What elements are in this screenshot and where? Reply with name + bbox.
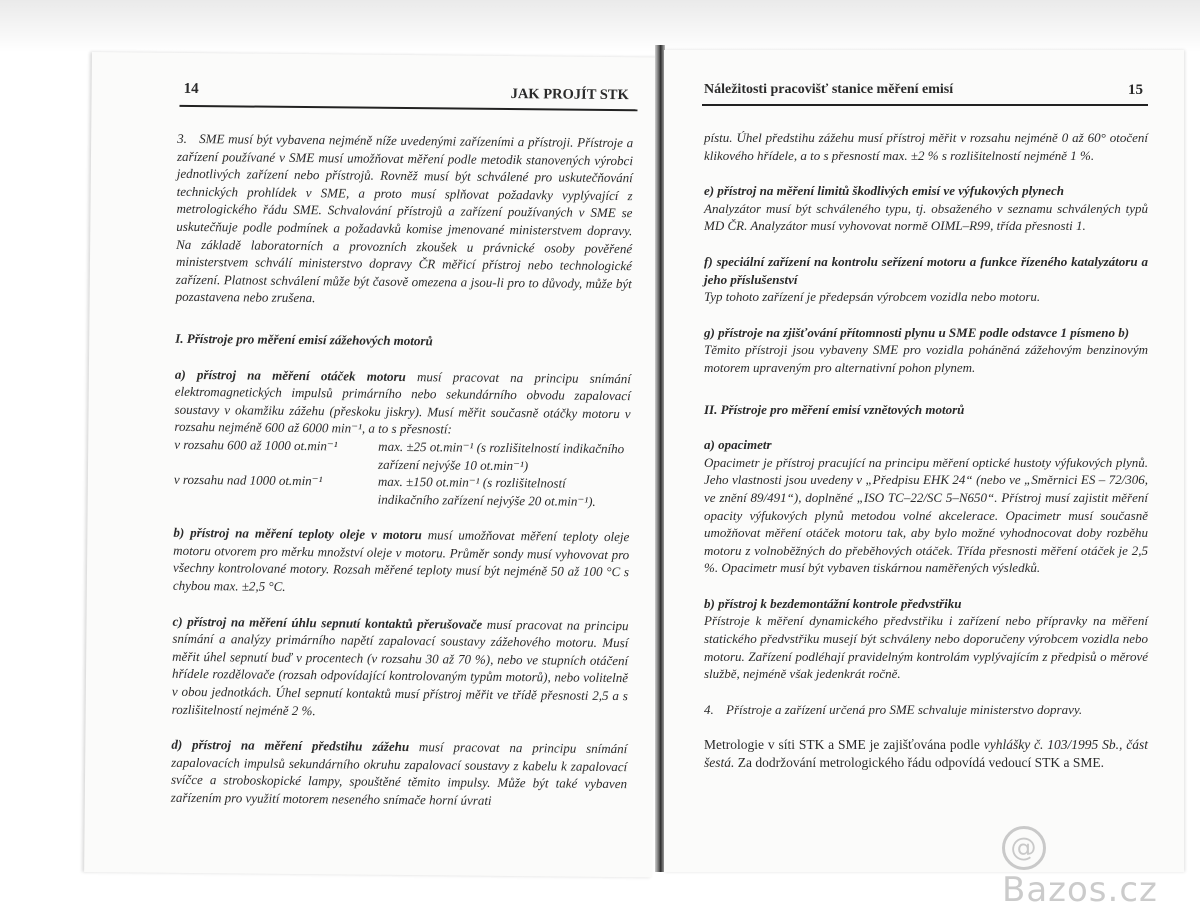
item-c-title: c) přístroj na měření úhlu sepnutí kontaktů přerušovače [172, 613, 483, 632]
item-a-row-1 [174, 436, 630, 476]
left-page-body [171, 130, 633, 811]
item-d-text: musí pracovat na principu snímání zapalovacích impulsů sekundárního okruhu zapalovací soustavy z kabelu k zapalovací svíčce a stroboskopické lampy, spouštěné těmito impulsy. Může být také vybaven zařízením pro využití motorem neseného snímače horní úvrati [170, 739, 628, 808]
item-d-continued: pístu. Úhel předstihu zážehu musí přístroj měřit v rozsahu nejméně 0 až 60° otočení klikového hřídele, a to s přesností max. ±2 % s rozlišitelností nejméně 1 %. [704, 130, 1148, 163]
item-ii-a-title: a) opacimetr [704, 437, 772, 453]
closing-text-end: Za dodržování metrologického řádu odpovídá vedoucí STK a SME. [734, 755, 1105, 771]
item-ii-b-title: b) přístroj k bezdemontážní kontrole předvstřiku [704, 595, 962, 611]
item-a-row-2-accuracy: max. ±150 ot.min⁻¹ (s rozlišitelností indikačního zařízení nejvýše 20 ot.min⁻¹). [377, 473, 596, 509]
item-a-row-2-range: v rozsahu nad 1000 ot.min⁻¹ [173, 471, 323, 489]
item-a-title: a) přístroj na měření otáček motoru [174, 366, 406, 384]
right-running-title: Náležitosti pracovišť stanice měření emisí [704, 82, 954, 97]
at-sign-icon: @ [1002, 826, 1046, 870]
section-2-title: II. Přístroje pro měření emisí vznětových motorů [704, 401, 965, 417]
item-e-title: e) přístroj na měření limitů škodlivých emisí ve výfukových plynech [704, 183, 1064, 199]
item-c [172, 612, 629, 722]
item-f-text: Typ tohoto zařízení je předepsán výrobcem vozidla nebo motoru. [704, 289, 1041, 305]
item-4-number: 4. [704, 701, 714, 717]
bazos-watermark [1002, 826, 1200, 910]
item-g-text: Těmito přístroji jsou vybaveny SME pro vozidla poháněná zážehovým benzinovým motorem upraveným pro alternativní pohon plynem. [704, 342, 1148, 375]
item-b [173, 524, 630, 599]
item-3-number: 3. [177, 130, 187, 146]
item-a-row-1-accuracy: max. ±25 ot.min⁻¹ (s rozlišitelností indikačního zařízení nejvýše 10 ot.min⁻¹) [377, 438, 625, 473]
section-1-title: I. Přístroje pro měření emisí zážehových motorů [175, 330, 433, 349]
closing-paragraph [704, 736, 1148, 771]
scan-background [0, 0, 1200, 52]
right-header-rule [702, 104, 1148, 106]
closing-text-start: Metrologie v síti STK a SME je zajišťována podle [704, 737, 984, 753]
item-a [174, 365, 631, 440]
item-b-text: musí umožňovat měření teploty oleje motoru otvorem pro měrku množství oleje v motoru. Průměr sondy musí vyhovovat pro všechny kontrolované motory. Rozsah měřené teploty musí být nejméně 50 až 100 °C s chybou max. ±2,5 °C. [172, 527, 630, 594]
item-d-title: d) přístroj na měření předstihu zážehu [171, 737, 410, 755]
item-a-text: musí pracovat na principu snímání elektromagnetických impulsů primárního nebo sekundárního obvodu zapalovací soustavy v okamžiku zážehu (přeskoku jiskry). Musí měřit současně otáčky motoru v rozsahu nejméně 600 až 6000 min⁻¹, a to s přesností: [174, 368, 631, 437]
left-header-rule [179, 105, 637, 111]
item-3-text: SME musí být vybavena nejméně níže uvedenými zařízeními a přístroji. Přístroje a zařízení používané v SME musí umožňovat měření podle metodik stanovených výrobci jednotlivých zařízení nebo přístrojů. Rovněž musí být schválené pro uskutečňování technických prohlídek v SME, a proto musí splňovat požadavky vyplývající z metrologického řádu SME. Schvalování přístrojů a zařízení používaných v SME se uskutečňuje podle podmínek a požadavků komise jmenované ministerstvem dopravy. Na základě laboratorních a provozních zkoušek u právnické osoby pověřené ministerstvem schválí ministerstvo dopravy ČR měřicí přístroj nebo technologické zařízení. Platnost schválení může být časově omezena a jsou-li pro to důvody, může být pozastavena nebo zrušena. [175, 131, 634, 306]
item-ii-b-text: Přístroje k měření dynamického předvstřiku i zařízení nebo přípravky na měření statického předvstřiku musejí být schváleny nebo doporučeny výrobcem vozidla nebo motoru. Zařízení podléhají pravidelným kontrolám vyplývajícím z předpisů o měrové službě, nejméně však jedenkrát ročně. [704, 613, 1148, 682]
left-page-number: 14 [183, 80, 199, 98]
right-page [664, 50, 1184, 872]
item-4 [704, 701, 1148, 719]
item-a-row-2 [174, 471, 630, 511]
item-ii-a-text: Opacimetr je přístroj pracující na principu měření optické hustoty výfukových plynů. Jeho vlastnosti jsou uvedeny v „Předpisu EHK 24“ (nebo ve „Směrnici ES – 72/306, ve znění 89/491“), doplněné „ISO TC–22/SC 5–N650“. Přístroj musí zajistit měření opacity výfukových plynů metodou volné akcelerace. Opacimetr musí současně umožňovat měření otáček motoru tak, aby bylo možné vyhodnocovat doby rozběhu motoru z volnoběžných do přeběhových otáček. Třída přesnosti měření otáček je 2,5 %. Opacimetr musí být vybaven tiskárnou naměřených výsledků. [704, 454, 1148, 576]
item-3 [176, 130, 634, 310]
item-e-text: Analyzátor musí být schváleného typu, tj. obsaženého v seznamu schválených typů MD ČR. Analyzátor musí vyhovovat normě OIML–R99, třída přesnosti 1. [704, 200, 1148, 234]
item-f-title: f) speciální zařízení na kontrolu seřízení motoru a funkce řízeného katalyzátoru a jeho příslušenství [704, 253, 1148, 287]
left-running-title: JAK PROJÍT STK [510, 86, 629, 104]
item-g-title: g) přístroje na zjišťování přítomnosti plynu u SME podle odstavce 1 písmeno b) [704, 324, 1130, 340]
item-d [171, 736, 628, 811]
right-page-number: 15 [1128, 82, 1143, 98]
item-b-title: b) přístroj na měření teploty oleje v motoru [173, 525, 422, 543]
right-page-body [704, 129, 1148, 772]
left-page [84, 52, 660, 877]
item-c-text: musí pracovat na principu snímání a analýzy primárního napětí zapalovací soustavy zážehového motoru. Musí měřit úhel sepnutí buď v procentech (v rozsahu 30 až 70 %), nebo ve stupních otáčení hřídele rozdělovače (rozsah odpovídající kontrolovaným typům motorů), nebo volitelně v obou jednotkách. Úhel sepnutí kontaktů musí přístroj měřit ve třídě přesnosti 2,5 a s rozlišitelností nejméně 2 %. [171, 616, 629, 718]
item-a-row-1-range: v rozsahu 600 až 1000 ot.min⁻¹ [174, 436, 338, 454]
closing-text-reference: vyhlášky č. 103/1995 Sb., část šestá. [704, 737, 1148, 771]
watermark-text: Bazos.cz [1002, 870, 1158, 910]
item-4-text: Přístroje a zařízení určená pro SME schvaluje ministerstvo dopravy. [726, 701, 1083, 717]
